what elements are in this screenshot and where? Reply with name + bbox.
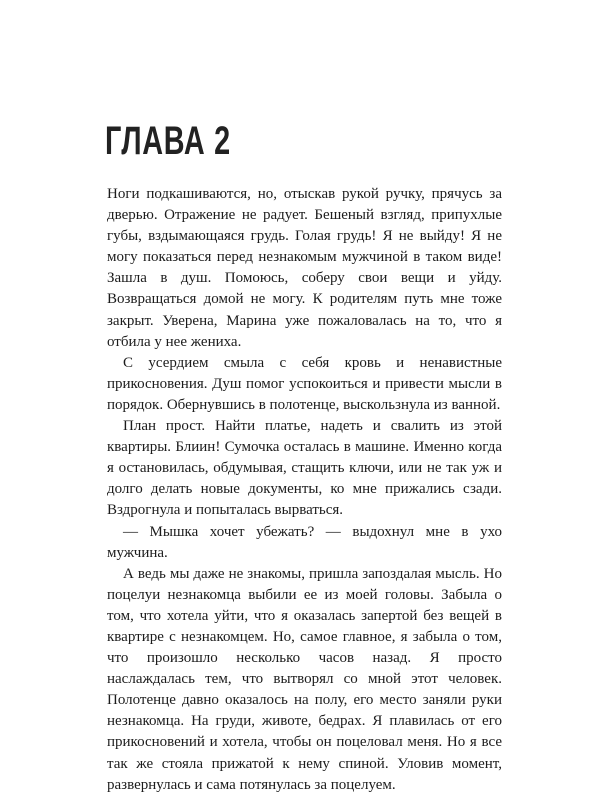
paragraph: А ведь мы даже не знакомы, пришла запоздалая мысль. Но поцелуи незнакомца выбили ее из моей головы. Забыла о том, что хотела уйти, что я оказалась запертой без вещей в квартире с незнакомцем. Но, самое главное, я забыла о том, что произошло несколько часов назад. Я просто наслаждалась тем, что вытворял со мной этот человек. Полотенце давно оказалось на полу, его место заняли руки незнакомца. На груди, животе, бедрах. Я плавилась от его прикосновений и хотела, чтобы он поцеловал меня. Но я все так же стояла прижатой к нему спиной. Уловив момент, развернулась и сама потянулась за поцелуем. (107, 565, 502, 793)
chapter-text (107, 184, 502, 796)
paragraph: С усердием смыла с себя кровь и ненавистные прикосновения. Душ помог успокоиться и привести мысли в порядок. Обернувшись в полотенце, выскользнула из ванной. (107, 354, 502, 413)
paragraph: Ноги подкашиваются, но, отыскав рукой ручку, прячусь за дверью. Отражение не радует. Бешеный взгляд, припухлые губы, вздымающаяся грудь. Голая грудь! Я не выйду! Я не могу показаться перед незнакомым мужчиной в таком виде! Зашла в душ. Помоюсь, соберу свои вещи и уйду. Возвращаться домой не могу. К родителям путь мне тоже закрыт. Уверена, Марина уже пожаловалась на то, что я отбила у нее жениха. (107, 186, 502, 350)
chapter-title: ГЛАВА 2 (105, 119, 231, 163)
paragraph: План прост. Найти платье, надеть и свалить из этой квартиры. Блиин! Сумочка осталась в машине. Именно когда я остановилась, обдумывая, стащить ключи, или не так уж и долго делать новые документы, ко мне прижались сзади. Вздрогнула и попыталась вырваться. (107, 418, 502, 519)
dialogue-paragraph: — Мышка хочет убежать? — выдохнул мне в ухо мужчина. (107, 523, 502, 561)
